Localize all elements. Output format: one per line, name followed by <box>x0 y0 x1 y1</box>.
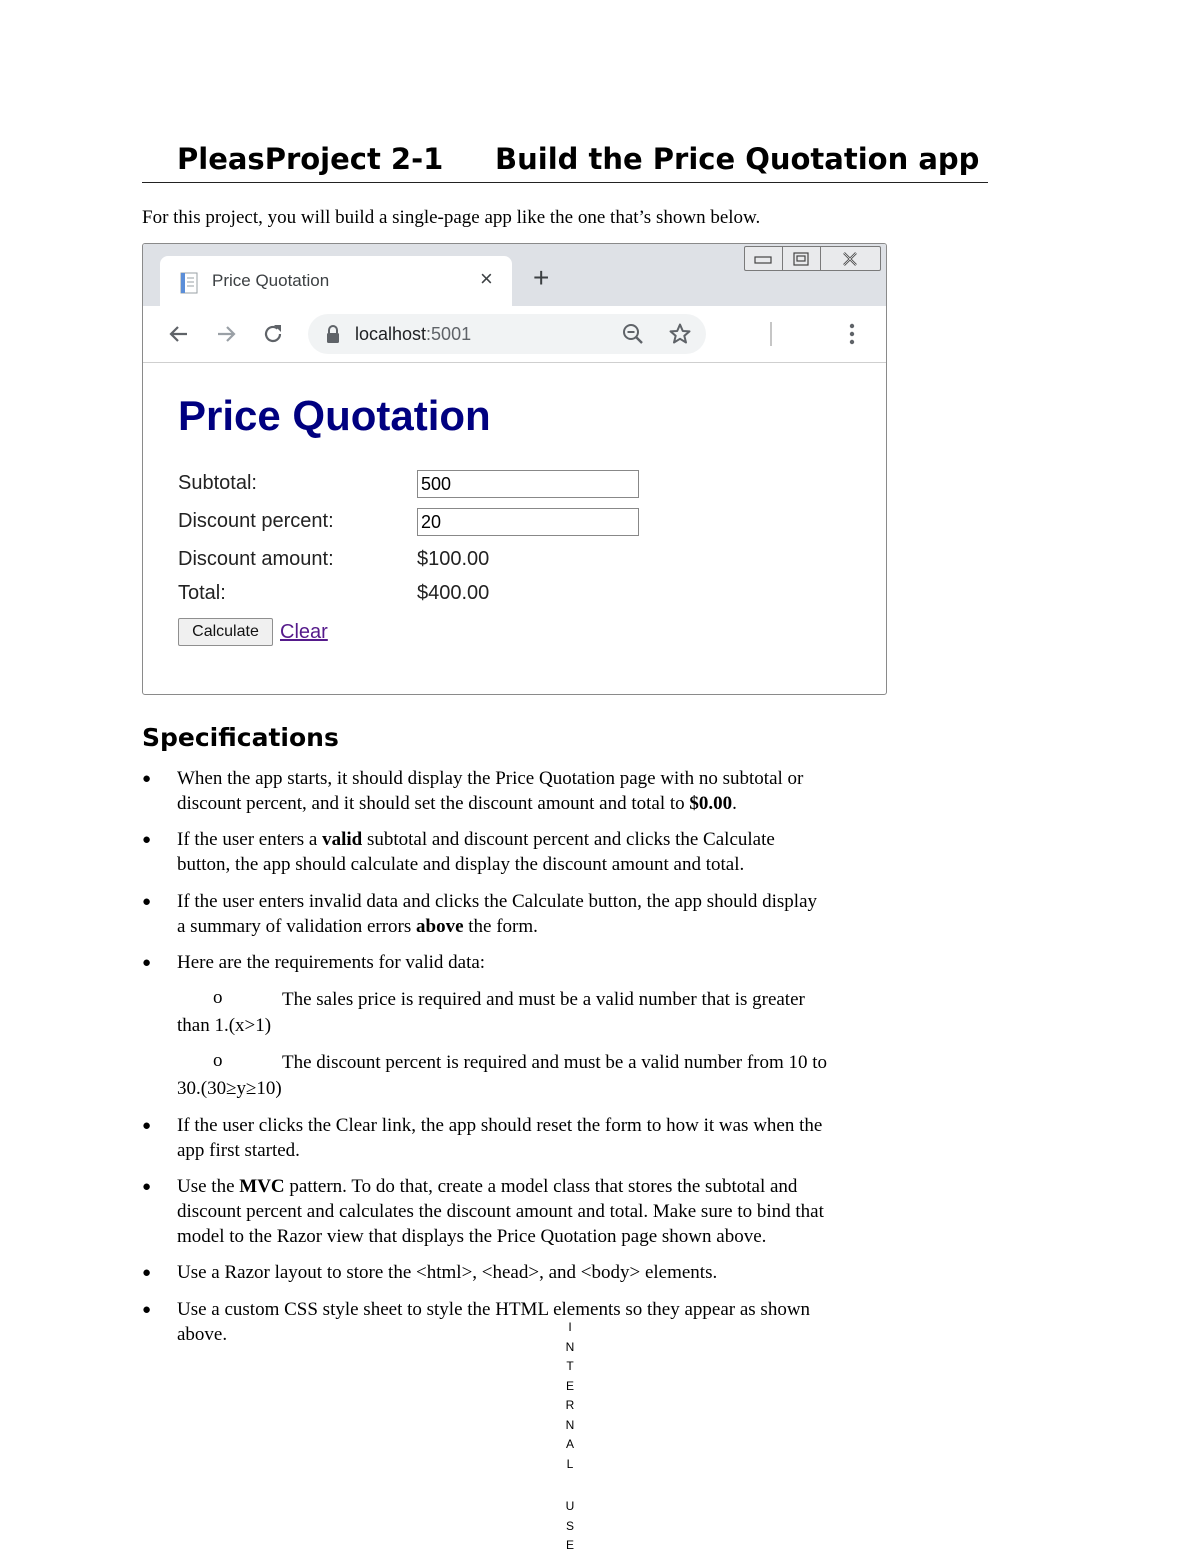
spec-line: model to the Razor view that displays the Price Quotation page shown above. <box>177 1226 767 1247</box>
spec-text: . <box>732 793 737 814</box>
spec-line: app first started. <box>177 1140 300 1161</box>
spec-item-6 <box>177 1174 824 1249</box>
stamp-letter: S <box>565 1518 574 1533</box>
stamp-letter: A <box>565 1437 574 1451</box>
toolbar-separator <box>770 322 772 346</box>
close-tab-icon[interactable]: × <box>480 266 493 291</box>
spec-item-3 <box>177 889 817 939</box>
spec-text: subtotal and discount percent and clicks the Calculate <box>362 829 775 850</box>
spec-bold-text: MVC <box>239 1176 285 1197</box>
spec-line: If the user enters invalid data and clicks the Calculate button, the app should display <box>177 891 818 912</box>
subtotal-input[interactable] <box>417 470 639 498</box>
reload-icon[interactable] <box>261 322 285 351</box>
menu-dots-icon[interactable] <box>840 322 864 351</box>
spec-line <box>177 791 803 816</box>
spec-line <box>177 914 817 939</box>
new-tab-icon[interactable]: + <box>533 262 550 293</box>
discount-percent-label: Discount percent: <box>178 510 334 532</box>
stamp-letter: N <box>565 1339 575 1354</box>
spec-text: If the user enters a <box>177 829 323 850</box>
specifications-heading: Specifications <box>142 723 339 752</box>
spec-item-8 <box>177 1297 810 1347</box>
url-text <box>355 324 471 345</box>
bullet-icon: ● <box>142 1179 152 1195</box>
spec-line: When the app starts, it should display the Price Quotation page with no subtotal or <box>177 768 804 789</box>
stamp-letter: E <box>565 1378 574 1393</box>
heading-title: Build the Price Quotation app <box>495 142 980 176</box>
stamp-letter: E <box>565 1538 574 1552</box>
internal-use-stamp <box>565 1318 575 1556</box>
intro-text: For this project, you will build a single-page app like the one that’s shown below. <box>142 207 761 228</box>
spec-bold-text: $0.00 <box>689 793 733 814</box>
spec-bold-text: above <box>416 916 464 937</box>
window-controls <box>744 246 881 271</box>
spec-line: button, the app should calculate and display the discount amount and total. <box>177 854 745 875</box>
bullet-icon: ● <box>142 955 152 971</box>
spec-item-4: Here are the requirements for valid data: <box>177 952 486 973</box>
discount-percent-input[interactable] <box>417 508 639 536</box>
spec-line <box>177 827 775 852</box>
stamp-letter: L <box>566 1456 574 1471</box>
browser-tab[interactable] <box>160 256 512 306</box>
bullet-icon: ● <box>142 771 152 787</box>
stamp-letter: T <box>566 1359 574 1373</box>
spec-text: discount percent, and it should set the discount amount and total to <box>177 793 690 814</box>
minimize-icon[interactable] <box>745 247 783 270</box>
bullet-icon: ● <box>142 1118 152 1134</box>
spec-line <box>177 1174 824 1199</box>
spec-text: the form. <box>463 916 538 937</box>
zoom-icon[interactable] <box>621 322 645 351</box>
stamp-letter: N <box>565 1417 575 1432</box>
spec-bold-text: valid <box>322 829 363 850</box>
page-heading <box>142 140 988 183</box>
url-port: :5001 <box>426 324 472 344</box>
spec-line: above. <box>177 1324 228 1345</box>
clear-link[interactable]: Clear <box>280 621 328 643</box>
discount-amount-value: $100.00 <box>417 548 490 570</box>
sub-item-2-line-2: 30.(30≥y≥10) <box>177 1078 282 1099</box>
url-host: localhost <box>355 324 427 344</box>
browser-screenshot <box>142 243 887 695</box>
spec-text: pattern. To do that, create a model class that stores the subtotal and <box>284 1176 798 1197</box>
spec-item-7: Use a Razor layout to store the <html>, <head>, and <body> elements. <box>177 1262 718 1283</box>
forward-arrow-icon[interactable] <box>214 322 238 351</box>
browser-toolbar <box>143 306 886 363</box>
page-icon <box>178 272 200 299</box>
stamp-letter: U <box>565 1499 575 1513</box>
bullet-icon: ● <box>142 1265 152 1281</box>
address-bar[interactable] <box>308 314 706 354</box>
tab-strip <box>143 244 886 306</box>
lock-icon <box>325 324 341 349</box>
heading-number: PleasProject 2-1 <box>177 142 444 176</box>
sub-item-1-line-2: than 1.(x>1) <box>177 1015 272 1036</box>
app-content <box>143 362 886 694</box>
spec-line: discount percent and calculates the discount amount and total. Make sure to bind that <box>177 1201 824 1222</box>
stamp-letter: I <box>568 1320 572 1334</box>
tab-title: Price Quotation <box>212 271 330 290</box>
total-value: $400.00 <box>417 582 490 604</box>
spec-item-1 <box>177 766 803 816</box>
bullet-icon: ● <box>142 832 152 848</box>
spec-text: Use the <box>177 1176 240 1197</box>
sub-item-2-line-1: The discount percent is required and must be a valid number from 10 to <box>282 1052 828 1073</box>
sub-item-1-line-1: The sales price is required and must be a valid number that is greater <box>282 989 805 1010</box>
bullet-icon: ● <box>142 894 152 910</box>
subtotal-label: Subtotal: <box>178 472 257 494</box>
spec-line: Use a custom CSS style sheet to style the HTML elements so they appear as shown <box>177 1299 811 1320</box>
back-arrow-icon[interactable] <box>167 322 191 351</box>
spec-item-5 <box>177 1113 822 1163</box>
spec-text: a summary of validation errors <box>177 916 417 937</box>
sub-bullet-icon: o <box>213 987 223 1008</box>
stamp-letter: R <box>565 1398 575 1412</box>
spec-item-2 <box>177 827 775 877</box>
bullet-icon: ● <box>142 1302 152 1318</box>
calculate-button[interactable]: Calculate <box>178 618 273 646</box>
bookmark-star-icon[interactable] <box>668 322 692 351</box>
app-title: Price Quotation <box>178 392 491 439</box>
total-label: Total: <box>178 582 226 604</box>
restore-icon[interactable] <box>783 247 821 270</box>
close-window-icon[interactable] <box>821 247 880 270</box>
stamp-spacer <box>565 1474 575 1497</box>
spec-line: If the user clicks the Clear link, the app should reset the form to how it was when the <box>177 1115 823 1136</box>
sub-bullet-icon: o <box>213 1050 223 1071</box>
discount-amount-label: Discount amount: <box>178 548 334 570</box>
